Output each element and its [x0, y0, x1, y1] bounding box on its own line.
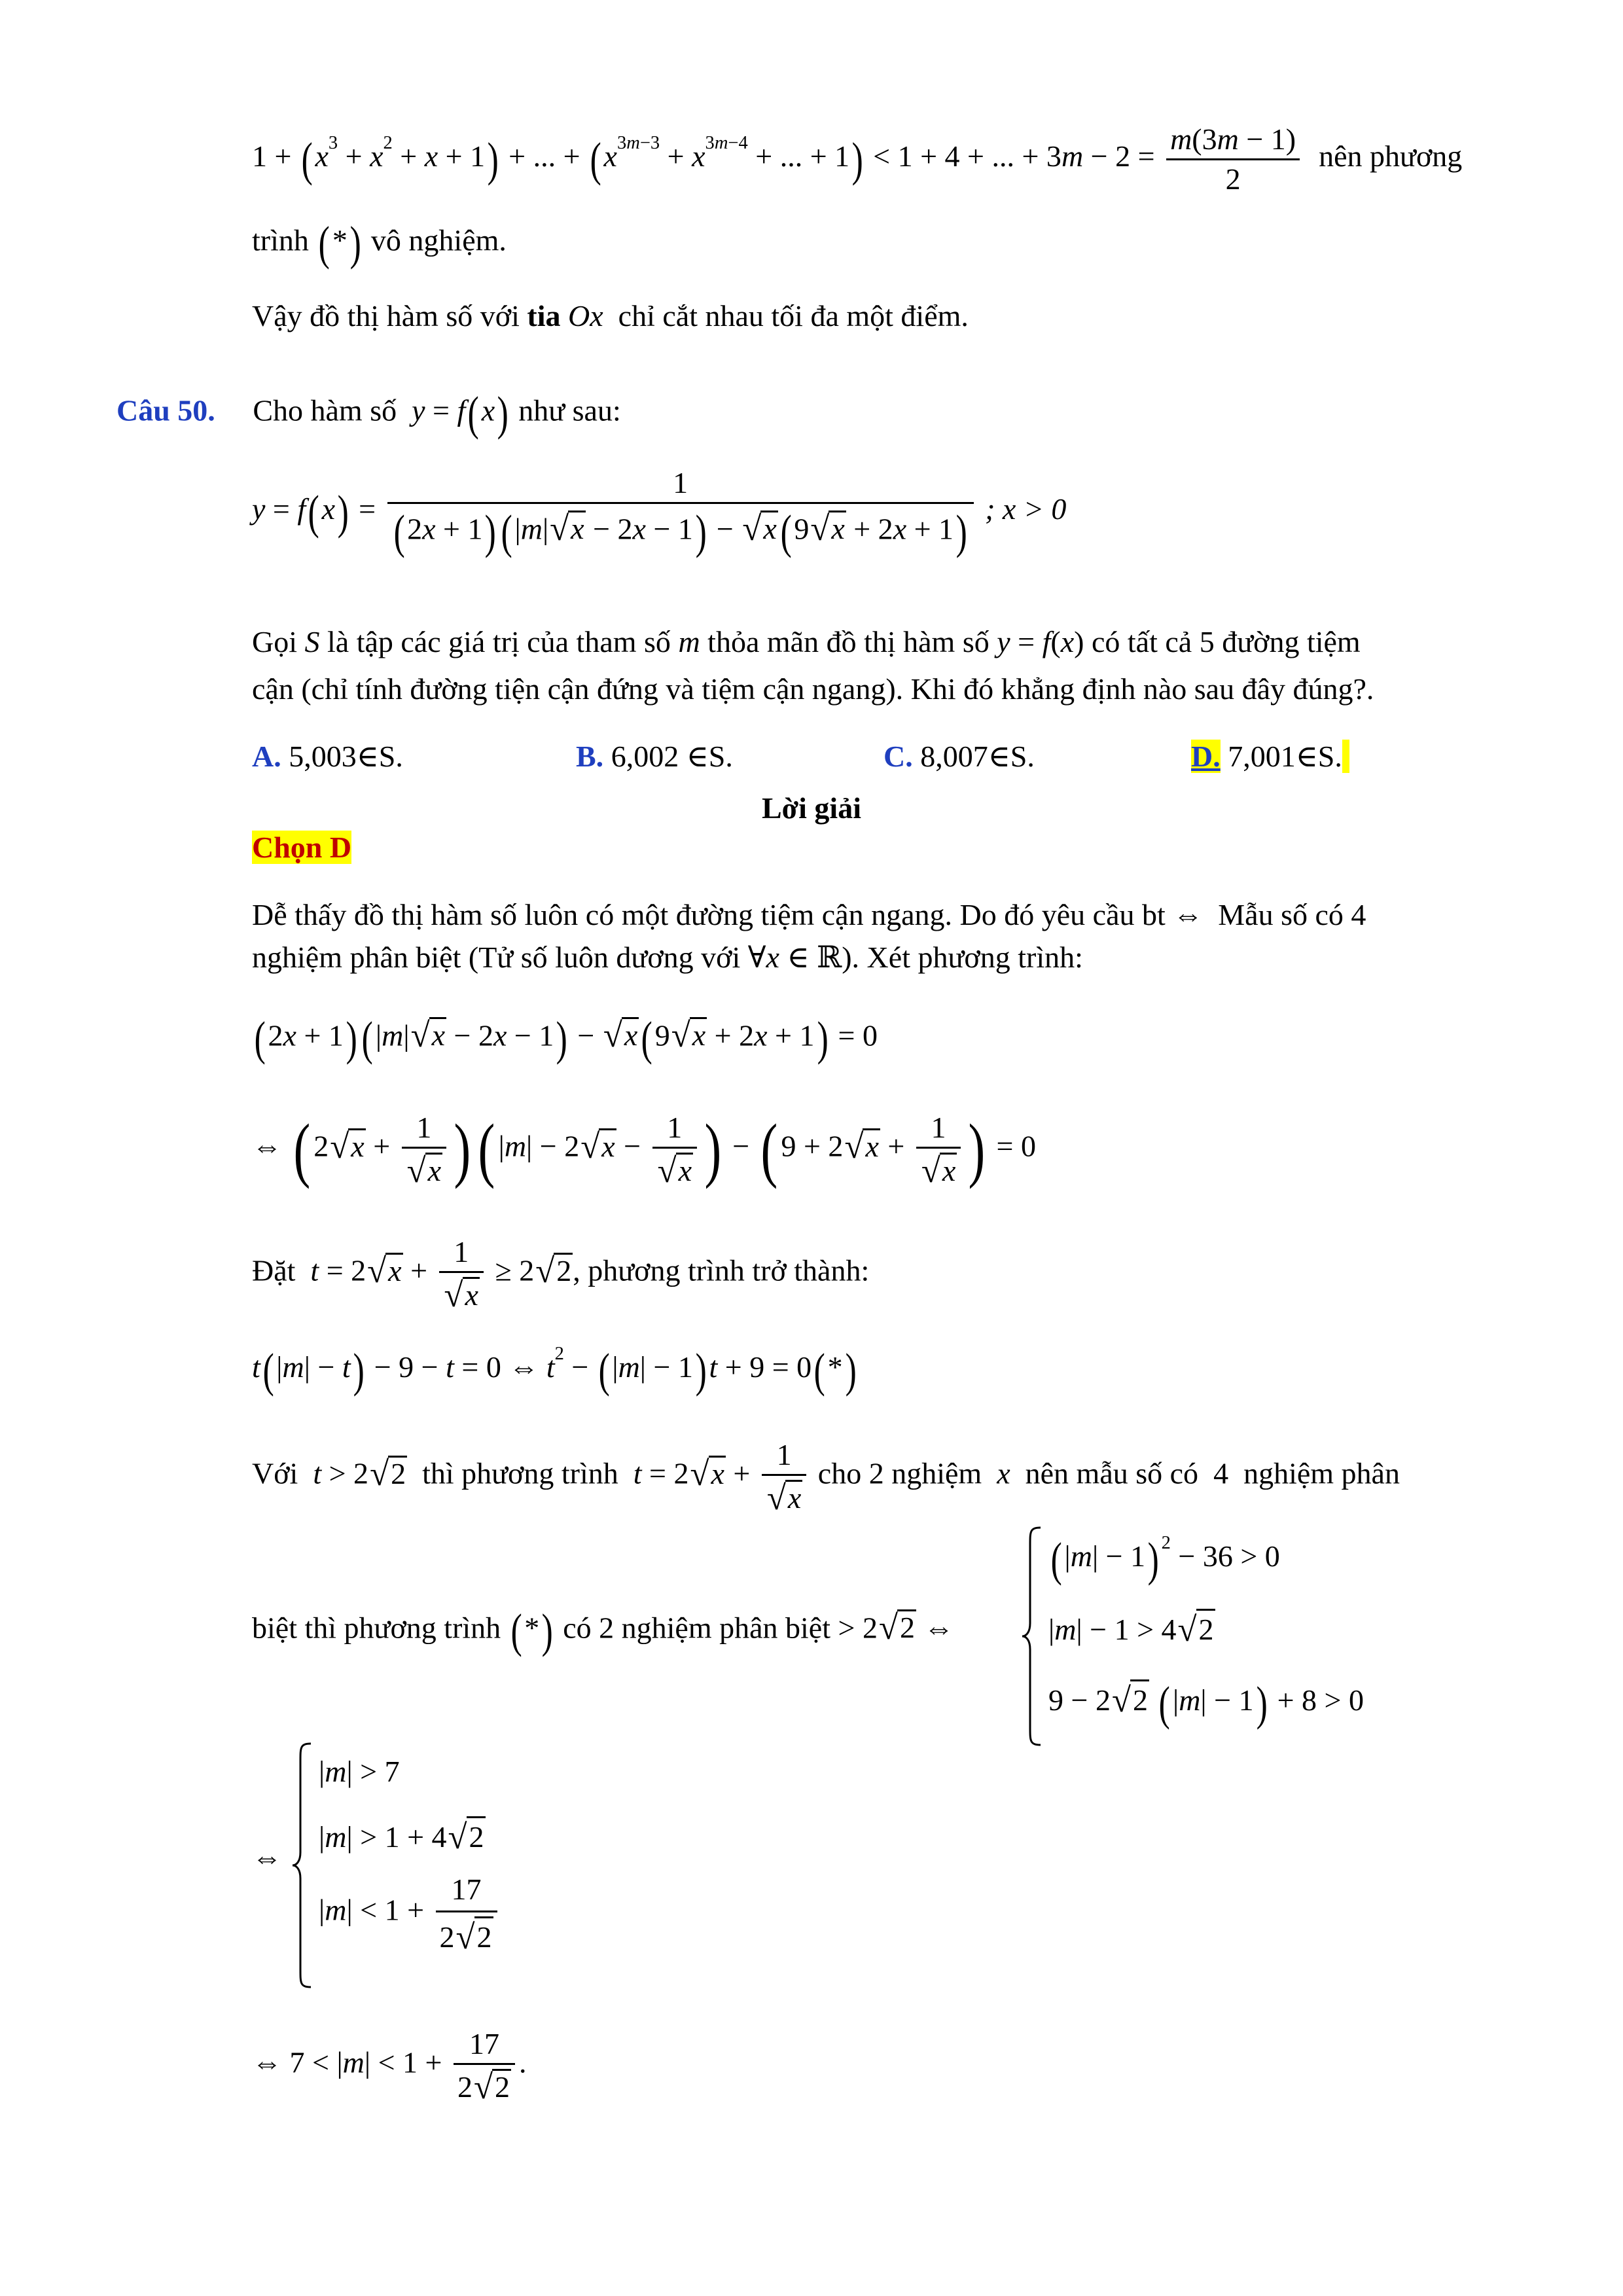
- p1-suffix: nên phương: [1319, 139, 1463, 173]
- system-2-row-3: |m| < 1 + 17 2 √ 2: [319, 1872, 501, 1954]
- question-label: Câu 50.: [116, 393, 215, 427]
- final-result: ⇔ 7 < |m| < 1 + 17 2 √ 2 .: [252, 2027, 527, 2107]
- system-1: [1021, 1525, 1387, 1748]
- system-1-row-2: |m| − 1 > 4 √ 2: [1048, 1609, 1215, 1647]
- solution-paragraph-1: Dễ thấy đồ thị hàm số luôn có một đường tiệm cận ngang. Do đó yêu cầu bt ⇔ Mẫu số có 4: [252, 898, 1366, 931]
- equation-2: ⇔ ( 2 √ x + 1 √ x )( |m| − 2 √ x − 1 √ x ) − ( 9 + 2 √ x + 1 √ x ) = 0: [252, 1109, 1036, 1191]
- paragraph-2: Vậy đồ thị hàm số với tia Ox chỉ cắt nhau tối đa một điểm.: [252, 299, 969, 332]
- left-brace-icon: [1021, 1525, 1044, 1748]
- domain-condition: ; x > 0: [985, 492, 1067, 526]
- system-1-row-1: (|m| − 1) $^2$ − 36 > 0: [1050, 1532, 1280, 1586]
- answer-a[interactable]: A. 5,003∈S.: [252, 740, 403, 773]
- answer-c[interactable]: C. 8,007∈S.: [883, 740, 1035, 773]
- system-2-equiv: ⇔: [252, 1840, 282, 1874]
- sum-inequality: $1 + (x^3 + x^2 + x + 1)$ + ... + ($x^{3m-3} + x^{3m-4}$ + ... + 1) < 1 + 4 + ... + 3m − 2 = $\frac{m(3m - 1)}{2}$ nên phương: [252, 122, 1463, 196]
- chosen-answer: Chọn D: [252, 831, 352, 864]
- system-2-row-1: |m| > 7: [319, 1755, 400, 1788]
- paragraph-1b: trình (*) vô nghiệm.: [252, 216, 507, 270]
- system-1-row-3: 9 − 2 √ 2 (|m| − 1) + 8 > 0: [1048, 1676, 1364, 1730]
- system-2: [291, 1741, 592, 1990]
- equation-1: (2x + 1)(|m| √ x − 2x − 1) − √ x(9 √ x + 2x + 1) = 0: [254, 1011, 878, 1065]
- problem-statement-2: cận (chỉ tính đường tiện cận đứng và tiệm cận ngang). Khi đó khẳng định nào sau đây đúng?.: [252, 672, 1374, 706]
- solution-paragraph-2: nghiệm phân biệt (Tử số luôn dương với ∀x ∈ ℝ). Xét phương trình:: [252, 941, 1083, 974]
- left-brace-icon: [291, 1741, 315, 1990]
- condition-paragraph-2: biệt thì phương trình (*) có 2 nghiệm phân biệt > 2 √ 2 ⇔: [252, 1604, 954, 1657]
- problem-statement-1: Gọi S là tập các giá trị của tham số m thỏa mãn đồ thị hàm số y = f(x) có tất cả 5 đường tiệm: [252, 625, 1361, 658]
- answer-d[interactable]: D. 7,001∈S.: [1191, 738, 1349, 774]
- substitution: Đặt t = 2 √ x + 1 √ x ≥ 2 √ 2, phương trình trở thành:: [252, 1235, 870, 1315]
- condition-paragraph: Với t > 2 √ 2 thì phương trình t = 2 √ x + 1 √ x cho 2 nghiệm x nên mẫu số có 4 nghiệm phân: [252, 1438, 1400, 1518]
- solution-heading: Lời giải: [762, 791, 861, 825]
- question-50: Câu 50. Cho hàm số y = f(x) như sau:: [116, 386, 621, 440]
- system-2-row-2: |m| > 1 + 4 √ 2: [319, 1816, 486, 1854]
- answer-b[interactable]: B. 6,002 ∈S.: [576, 740, 733, 773]
- function-definition: y = f(x) = 1 (2x + 1)(|m| √ x − 2x − 1) − √ x(9 √ x + 2x + 1) ; x > 0: [252, 466, 1067, 558]
- equation-t: t(|m| − t) − 9 − t = 0 ⇔ $t^2 - (|m| - 1)t + 9 = 0(*)$: [252, 1342, 857, 1397]
